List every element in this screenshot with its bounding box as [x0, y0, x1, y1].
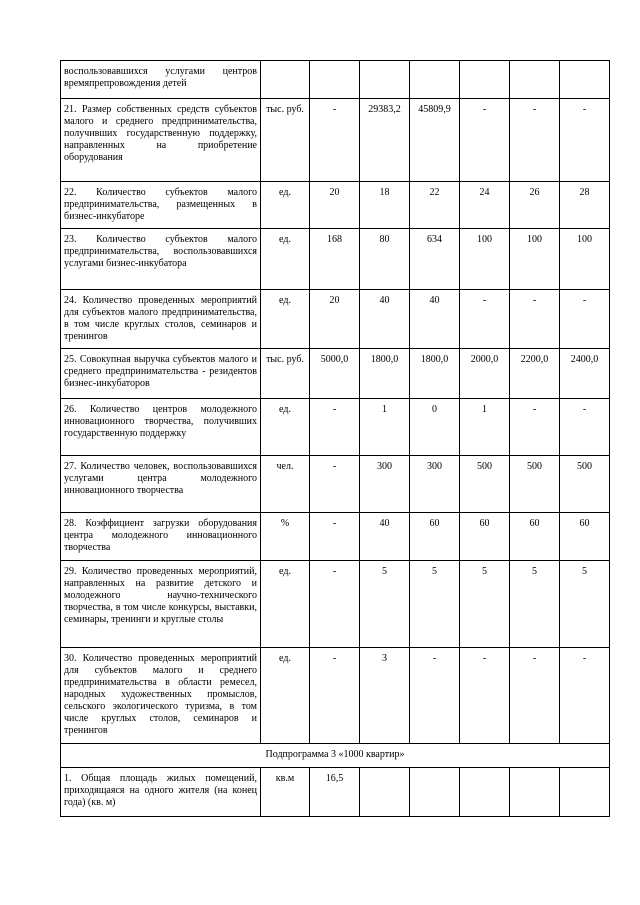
indicator-name: 21. Размер собственных средств субъектов малого и среднего предпринимательства, получивших государственную поддержку, направленных на приобретение оборудования — [61, 99, 261, 182]
table-row — [61, 768, 610, 817]
indicator-value: 2400,0 — [560, 349, 610, 399]
indicator-value: 5 — [510, 561, 560, 648]
indicator-value: 60 — [410, 513, 460, 561]
indicator-name: 26. Количество центров молодежного инновационного творчества, получивших государственную поддержку — [61, 399, 261, 456]
indicator-value: - — [310, 513, 360, 561]
indicator-value — [510, 61, 560, 99]
indicator-value: 5 — [360, 561, 410, 648]
indicator-value: 80 — [360, 229, 410, 290]
indicator-value: - — [560, 290, 610, 349]
indicator-value: - — [310, 399, 360, 456]
indicator-value: 18 — [360, 182, 410, 229]
table-row — [61, 349, 610, 399]
indicator-value: 40 — [410, 290, 460, 349]
indicator-value: - — [460, 648, 510, 744]
indicator-unit: ед. — [261, 648, 310, 744]
indicator-value: - — [310, 561, 360, 648]
section-row — [61, 744, 610, 768]
indicator-value — [410, 61, 460, 99]
table-row — [61, 99, 610, 182]
indicator-value — [510, 768, 560, 817]
indicator-value: 100 — [560, 229, 610, 290]
indicator-value — [360, 768, 410, 817]
table-row — [61, 648, 610, 744]
indicator-value: - — [560, 399, 610, 456]
indicator-value — [560, 61, 610, 99]
indicator-value: - — [310, 99, 360, 182]
indicator-name: 1. Общая площадь жилых помещений, приходящаяся на одного жителя (на конец года) (кв. м) — [61, 768, 261, 817]
indicator-unit: ед. — [261, 229, 310, 290]
indicator-value: 168 — [310, 229, 360, 290]
indicator-value: 28 — [560, 182, 610, 229]
indicator-value: 1800,0 — [360, 349, 410, 399]
indicator-unit: % — [261, 513, 310, 561]
indicators-table — [60, 60, 610, 817]
table-row — [61, 561, 610, 648]
indicator-name: 30. Количество проведенных мероприятий для субъектов малого и среднего предпринимательства в области ремесел, народных художественных промыслов, сельского экологического туризма, в том числе круглых столов, семинаров и тренингов — [61, 648, 261, 744]
indicator-value: 60 — [460, 513, 510, 561]
indicator-unit: ед. — [261, 399, 310, 456]
indicator-value: - — [460, 290, 510, 349]
indicator-value: - — [310, 456, 360, 513]
indicator-unit — [261, 61, 310, 99]
section-title: Подпрограмма 3 «1000 квартир» — [61, 744, 610, 768]
indicator-unit: тыс. руб. — [261, 349, 310, 399]
table-row — [61, 290, 610, 349]
indicator-value: 40 — [360, 290, 410, 349]
indicator-value: 100 — [460, 229, 510, 290]
indicator-name: 27. Количество человек, воспользовавшихся услугами центра молодежного инновационного творчества — [61, 456, 261, 513]
indicator-value: 24 — [460, 182, 510, 229]
indicator-value — [460, 61, 510, 99]
indicator-unit: ед. — [261, 561, 310, 648]
indicator-value: 500 — [510, 456, 560, 513]
indicator-unit: чел. — [261, 456, 310, 513]
indicator-value: 5 — [560, 561, 610, 648]
indicator-value: 3 — [360, 648, 410, 744]
indicator-value: 20 — [310, 290, 360, 349]
indicator-unit: кв.м — [261, 768, 310, 817]
table-row — [61, 229, 610, 290]
indicator-value: 5 — [410, 561, 460, 648]
indicator-value: 29383,2 — [360, 99, 410, 182]
table-row — [61, 182, 610, 229]
indicator-unit: ед. — [261, 182, 310, 229]
indicator-value — [460, 768, 510, 817]
indicator-name: 22. Количество субъектов малого предпринимательства, размещенных в бизнес-инкубаторе — [61, 182, 261, 229]
indicator-value: 2200,0 — [510, 349, 560, 399]
indicator-value: - — [560, 648, 610, 744]
indicator-value: 22 — [410, 182, 460, 229]
indicator-value: - — [410, 648, 460, 744]
indicator-value: 100 — [510, 229, 560, 290]
indicator-value: 26 — [510, 182, 560, 229]
indicator-value — [360, 61, 410, 99]
indicator-value: - — [310, 648, 360, 744]
indicator-value: 45809,9 — [410, 99, 460, 182]
indicator-value: 500 — [460, 456, 510, 513]
indicator-value: 5000,0 — [310, 349, 360, 399]
indicator-value — [310, 61, 360, 99]
indicator-name: 29. Количество проведенных мероприятий, направленных на развитие детского и молодежного научно-технического творчества, в том числе конкурсы, выставки, семинары, тренинги и круглые столы — [61, 561, 261, 648]
indicator-value: - — [510, 399, 560, 456]
table-row — [61, 399, 610, 456]
indicator-value: 1 — [360, 399, 410, 456]
indicator-name: 24. Количество проведенных мероприятий для субъектов малого предпринимательства, в том числе круглых столов, семинаров и тренингов — [61, 290, 261, 349]
indicator-value: - — [510, 99, 560, 182]
indicator-value: 40 — [360, 513, 410, 561]
indicator-value: 1 — [460, 399, 510, 456]
table-row — [61, 61, 610, 99]
indicator-value: 0 — [410, 399, 460, 456]
indicator-value: 60 — [510, 513, 560, 561]
indicator-value: 300 — [360, 456, 410, 513]
indicator-name: воспользовавшихся услугами центров времяпрепровождения детей — [61, 61, 261, 99]
indicator-value: 5 — [460, 561, 510, 648]
indicator-value: 634 — [410, 229, 460, 290]
indicator-name: 28. Коэффициент загрузки оборудования центра молодежного инновационного творчества — [61, 513, 261, 561]
indicator-value: 60 — [560, 513, 610, 561]
indicator-value — [560, 768, 610, 817]
indicator-value: 300 — [410, 456, 460, 513]
table-row — [61, 456, 610, 513]
indicator-value: - — [560, 99, 610, 182]
indicator-value: - — [460, 99, 510, 182]
indicator-value: - — [510, 290, 560, 349]
indicator-unit: ед. — [261, 290, 310, 349]
indicator-value: 2000,0 — [460, 349, 510, 399]
indicator-value: 20 — [310, 182, 360, 229]
indicator-value — [410, 768, 460, 817]
indicator-value: 500 — [560, 456, 610, 513]
indicator-unit: тыс. руб. — [261, 99, 310, 182]
indicator-name: 23. Количество субъектов малого предпринимательства, воспользовавшихся услугами бизнес-инкубатора — [61, 229, 261, 290]
table-row — [61, 513, 610, 561]
indicator-value: - — [510, 648, 560, 744]
indicator-name: 25. Совокупная выручка субъектов малого и среднего предпринимательства - резидентов бизнес-инкубаторов — [61, 349, 261, 399]
indicator-value: 1800,0 — [410, 349, 460, 399]
indicator-value: 16,5 — [310, 768, 360, 817]
